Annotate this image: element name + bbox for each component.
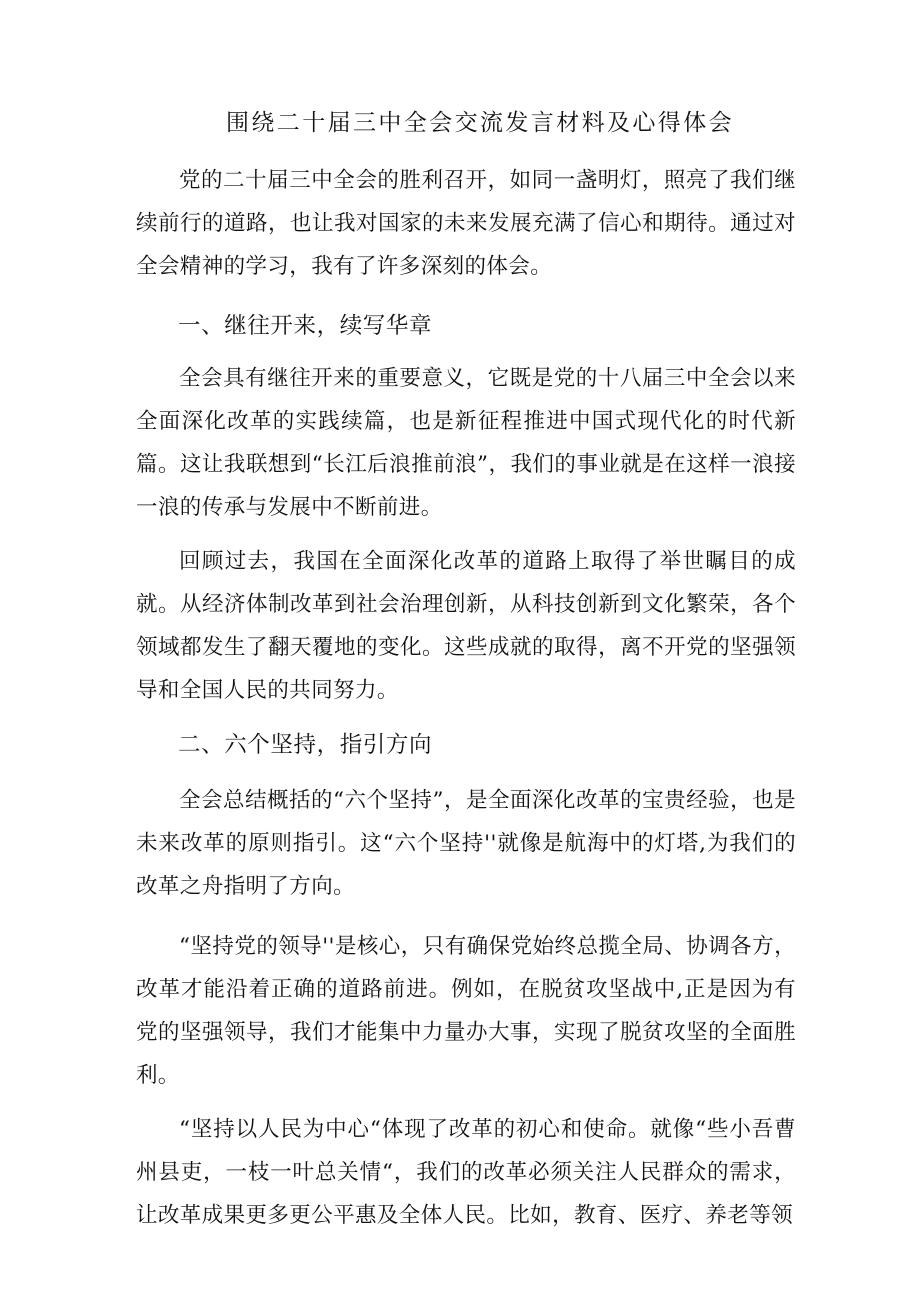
document-title: 围绕二十届三中全会交流发言材料及心得体会 [226, 110, 734, 136]
paragraph-six-principles: 全会总结概括的“六个坚持”，是全面深化改革的宝贵经验，也是未来改革的原则指引。这“六个坚持''就像是航海中的灯塔,为我们的改革之舟指明了方向。 [136, 788, 796, 899]
paragraph-significance: 全会具有继往开来的重要意义，它既是党的十八届三中全会以来全面深化改革的实践续篇，也是新征程推进中国式现代化的时代新篇。这让我联想到“长江后浪推前浪”，我们的事业就是在这样一浪接一浪的传承与发展中不断前进。 [136, 366, 796, 520]
section-heading-2: 二、六个坚持，指引方向 [178, 732, 433, 758]
paragraph-intro: 党的二十届三中全会的胜利召开，如同一盏明灯，照亮了我们继续前行的道路，也让我对国家的未来发展充满了信心和期待。通过对全会精神的学习，我有了许多深刻的体会。 [136, 168, 796, 279]
paragraph-review: 回顾过去，我国在全面深化改革的道路上取得了举世瞩目的成就。从经济体制改革到社会治理创新，从科技创新到文化繁荣，各个领域都发生了翻天覆地的变化。这些成就的取得，离不开党的坚强领导和全国人民的共同努力。 [136, 549, 796, 703]
section-heading-1: 一、继往开来，续写华章 [178, 313, 433, 339]
paragraph-party-leadership: “坚持党的领导''是核心，只有确保党始终总揽全局、协调各方，改革才能沿着正确的道路前进。例如，在脱贫攻坚战中,正是因为有党的坚强领导，我们才能集中力量办大事，实现了脱贫攻坚的全面胜利。 [136, 934, 796, 1088]
paragraph-people-centered: “坚持以人民为中心“体现了改革的初心和使命。就像“些小吾曹州县吏，一枝一叶总关情“，我们的改革必须关注人民群众的需求，让改革成果更多更公平惠及全体人民。比如，教育、医疗、养老等领 [136, 1117, 796, 1228]
